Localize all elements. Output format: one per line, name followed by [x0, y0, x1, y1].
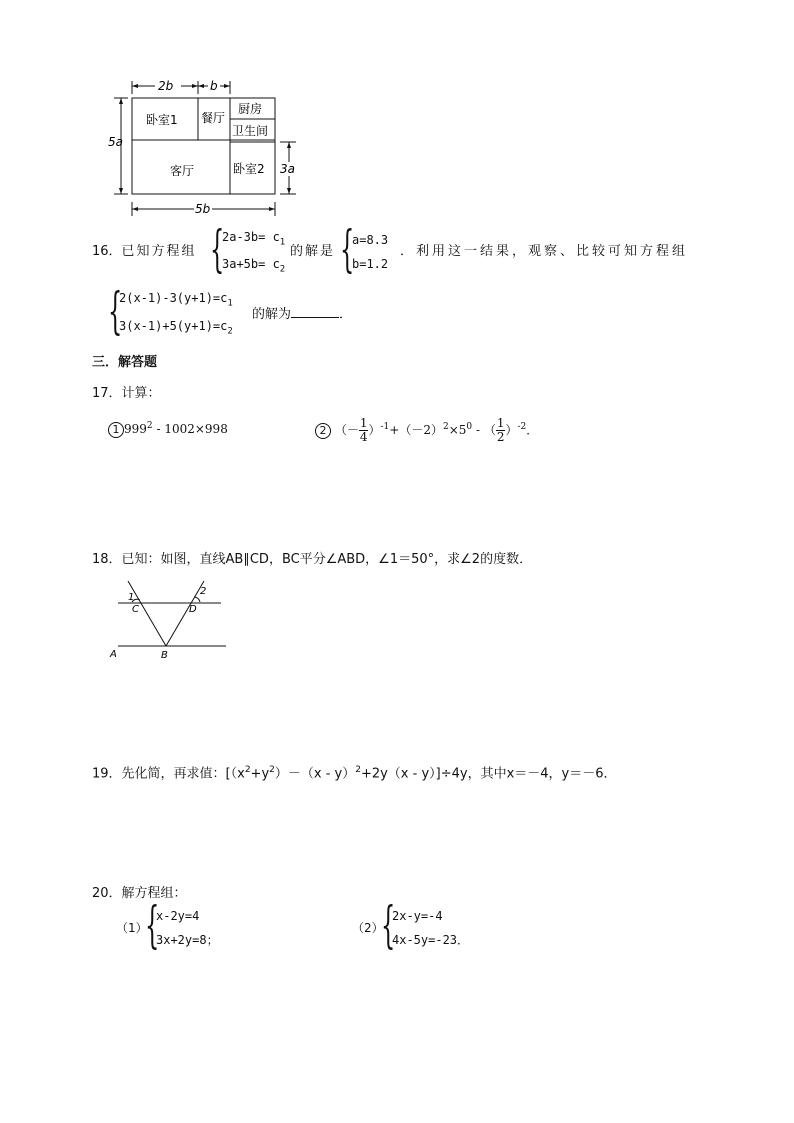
q17-heading: 17．计算： [92, 386, 161, 401]
q17-p2-close1: ） [368, 423, 381, 437]
q16-mid: 的解是 [290, 244, 336, 259]
q18-label-d: D [189, 604, 197, 615]
q16-sys2-eq1-text: 2(x-1)-3(y+1)=c [119, 291, 228, 305]
q20-p1-eq2 [156, 932, 219, 948]
q16-sys1-eq2-text: 3a+5b= c [222, 257, 280, 271]
q18-label-c: C [132, 604, 139, 615]
q16-brace-1: { [210, 220, 225, 278]
room-bedroom2: 卧室2 [233, 162, 265, 176]
q17-part1-label: 1 [108, 422, 124, 438]
q17-p2-minus: - （ [472, 423, 496, 437]
q16-tail [252, 305, 352, 323]
q20-p1-label: （1） [116, 921, 148, 935]
q17-p2-exp2: 2 [442, 422, 449, 432]
q16-brace-2: { [340, 220, 355, 278]
q17-p2-exp1: -1 [380, 422, 390, 432]
q20-p2-end: ． [457, 933, 470, 947]
q16-sol1: a=8.3 [352, 233, 389, 247]
room-bathroom: 卫生间 [232, 124, 269, 138]
q19-text-d: +2y（x - y）]÷4y，其中x＝－4，y＝－6． [360, 766, 617, 782]
q20-brace-2: { [381, 896, 396, 954]
q18-label-a: A [110, 649, 117, 660]
q17-p1-exp: 2 [146, 421, 153, 431]
q19-exp-c: 2 [355, 765, 361, 775]
dim-5a-label: 5a [108, 135, 123, 149]
q17-p2-exp4: -2 [517, 422, 527, 432]
q16-sub-2: 2 [279, 264, 286, 275]
q16-end: ． [339, 307, 353, 322]
q19-exp-b: 2 [269, 765, 275, 775]
q17-frac-2-num: 1 [496, 416, 505, 430]
q19-text-c: ）－（x - y） [274, 766, 356, 782]
q17-p1-rest: - 1002×998 [152, 422, 228, 436]
q18-label-1: 1 [128, 592, 135, 603]
q16-sol2: b=1.2 [352, 257, 389, 271]
room-dining: 餐厅 [201, 111, 226, 125]
q16-number-text: 16． [92, 244, 122, 259]
q19-text-a: 19．先化简，再求值：[（x [92, 766, 245, 782]
q17-p2-times: ×5 [448, 423, 467, 437]
q19-text-b: +y [250, 766, 270, 782]
q16-sys1-eq2 [222, 256, 285, 277]
q16-prefix: 已知方程组 [121, 244, 197, 259]
q20-p2-eq1: 2x-y=-4 [392, 909, 443, 923]
dim-b-label: b [210, 79, 218, 93]
room-living: 客厅 [170, 164, 195, 178]
q17-p2-open: （－ [334, 423, 359, 437]
q20-p1-end: ； [206, 933, 219, 947]
q19-text [92, 762, 617, 782]
q20-p2-eq2-text: 4x-5y=-23 [392, 933, 458, 947]
q17-frac-1-num: 1 [359, 416, 368, 430]
q16-answer-blank[interactable] [291, 305, 339, 318]
q17-frac-1-den: 4 [359, 430, 368, 444]
q16-sys1-eq1-text: 2a-3b= c [222, 230, 280, 244]
q19-exp-a: 2 [244, 765, 251, 775]
q18-figure [108, 578, 233, 660]
floorplan-figure [110, 76, 300, 221]
q20-heading: 20．解方程组： [92, 886, 187, 901]
q20-p2-label: （2） [352, 921, 384, 935]
q16-suffix: ．利用这一结果，观察、比较可知方程组 [400, 244, 689, 259]
q18-text: 18．已知：如图，直线AB∥CD，BC平分∠ABD，∠1＝50°，求∠2的度数． [92, 552, 533, 567]
q20-p1-eq2-text: 3x+2y=8 [156, 933, 207, 947]
q16-sys2-eq2 [119, 318, 233, 339]
q20-p2-eq2 [392, 932, 469, 948]
dim-3a-label: 3a [280, 162, 295, 176]
q16-sub-1: 1 [279, 237, 286, 248]
q20-brace-1: { [145, 896, 160, 954]
q16-tail-text: 的解为 [252, 307, 292, 322]
q17-p2-mid: +（－2） [389, 423, 443, 437]
q20-p1-eq1: x-2y=4 [156, 909, 200, 923]
q16-sys1-eq1 [222, 229, 285, 250]
q18-label-b: B [161, 650, 168, 661]
q17-p2-close2: ） [505, 423, 518, 437]
q17-p2-end: ． [526, 423, 539, 437]
q17-p1-expr: 999 [124, 422, 147, 436]
section-title: 三．解答题 [92, 355, 158, 370]
q16-sys2-sub-2: 2 [227, 326, 233, 337]
q17-p2-exp3: 0 [466, 422, 473, 432]
q16-sys2-eq2-text: 3(x-1)+5(y+1)=c [119, 319, 228, 333]
dim-2b-label: 2b [158, 79, 174, 93]
q16-sys2-eq1 [119, 290, 233, 311]
q17-part2 [315, 412, 538, 445]
q17-part1 [108, 418, 228, 438]
q16-sys2-sub-1: 1 [227, 298, 233, 309]
room-kitchen: 厨房 [238, 102, 263, 116]
q17-frac-2-den: 2 [496, 430, 505, 444]
q16-number [92, 244, 197, 260]
dim-5b-label: 5b [195, 202, 211, 216]
q17-part2-label: 2 [315, 423, 331, 439]
room-bedroom1: 卧室1 [146, 113, 178, 127]
q16-brace-3: { [108, 282, 123, 340]
q18-label-2: 2 [200, 586, 207, 597]
